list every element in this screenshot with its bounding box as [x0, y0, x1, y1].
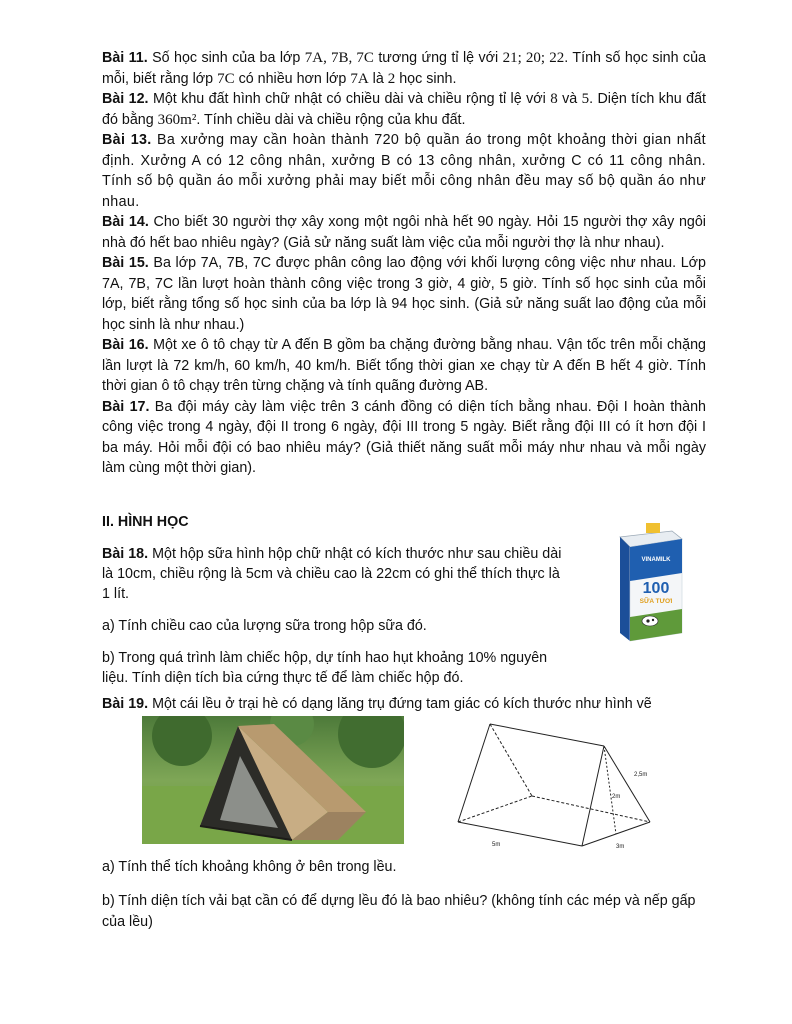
problem-19-intro: Bài 19. Một cái lều ở trại hè có dạng lăng trụ đứng tam giác có kích thước như hình vẽ — [102, 696, 652, 712]
milk-big-number: 100 — [642, 580, 670, 597]
tent-photo — [142, 716, 404, 844]
problem-15: Bài 15. Ba lớp 7A, 7B, 7C được phân công lao động với khối lượng công việc như nhau. Lớp 7A, 7B, 7C lần lượt hoàn thành công việc trong 3 giờ, 4 giờ, 5 giờ. Tính số học sinh của mỗi lớp, biết rằng tổng số học sinh của ba lớp là 94 học sinh. (Giả sử năng suất lao động của mỗi học sinh là như nhau.) — [102, 255, 706, 333]
problem-19-a: a) Tính thể tích khoảng không ở bên trong lều. — [102, 859, 397, 875]
label-height: 2m — [612, 794, 621, 800]
problem-18-a: a) Tính chiều cao của lượng sữa trong hộp sữa đó. — [102, 618, 427, 634]
milk-brand: VINAMILK — [641, 557, 671, 563]
milk-carton-image — [612, 521, 684, 645]
problem-16: Bài 16. Một xe ô tô chạy từ A đến B gồm ba chặng đường bằng nhau. Vận tốc trên mỗi chặng lần lượt là 72 km/h, 60 km/h, 40 km/h. Biết tổng thời gian xe chạy từ A đến B hết 4 giờ. Tính thời gian ô tô chạy trên từng chặng và tính quãng đường AB. — [102, 337, 706, 394]
label-base: 3m — [616, 844, 625, 850]
problem-19 — [102, 694, 706, 715]
problem-17: Bài 17. Ba đội máy cày làm việc trên 3 cánh đồng có diện tích bằng nhau. Đội I hoàn thành công việc trong 4 ngày, đội II trong 6 ngày, đội III trong 5 ngày. Biết rằng đội III có ít hơn đội I ba máy. Hỏi mỗi đội có bao nhiêu máy? (Giả thiết năng suất mỗi máy như nhau và mỗi ngày làm cùng một thời gian). — [102, 398, 706, 476]
milk-name: SỮA TƯƠI — [639, 598, 673, 605]
problem-19-b: b) Tính diện tích vải bạt cần có để dựng lều đó là bao nhiêu? (không tính các mép và nếp gấp của lều) — [102, 893, 696, 930]
problem-14: Bài 14. Cho biết 30 người thợ xây xong một ngôi nhà hết 90 ngày. Hỏi 15 người thợ xây ngôi nhà đó hết bao nhiêu ngày? (Giả sử năng suất làm việc của mỗi người thợ là như nhau). — [102, 214, 706, 251]
problem-13: Bài 13. Ba xưởng may cần hoàn thành 720 bộ quần áo trong một khoảng thời gian nhất định. Xưởng A có 12 công nhân, xưởng B có 13 công nhân, xưởng C có 11 công nhân. Tính số bộ quần áo mỗi xưởng phải may biết mỗi công nhân đều may số bộ quần áo như nhau. — [102, 132, 707, 210]
section-title: II. HÌNH HỌC — [102, 514, 189, 530]
label-slant: 2,5m — [634, 772, 648, 778]
label-length: 5m — [492, 842, 501, 848]
problem-11: Bài 11. Số học sinh của ba lớp 7A, 7B, 7C tương ứng tỉ lệ với 21; 20; 22. Tính số học sinh của mỗi, biết rằng lớp 7C có nhiều hơn lớp 7A là 2 học sinh. — [102, 50, 706, 87]
exercise-list — [102, 48, 706, 479]
problem-18 — [102, 544, 564, 700]
tent-prism-diagram — [444, 718, 660, 850]
problem-18-b: b) Trong quá trình làm chiếc hộp, dự tính hao hụt khoảng 10% nguyên liệu. Tính diện tích bìa cứng thực tế để làm chiếc hộp đó. — [102, 650, 548, 686]
problem-18-intro: Bài 18. Một hộp sữa hình hộp chữ nhật có kích thước như sau chiều dài là 10cm, chiều rộng là 5cm và chiều cao là 22cm có ghi thể thích thực là 1 lít. — [102, 546, 562, 602]
problem-12: Bài 12. Một khu đất hình chữ nhật có chiều dài và chiều rộng tỉ lệ với 8 và 5. Diện tích khu đất đó bằng 360m². Tính chiều dài và chiều rộng của khu đất. — [102, 91, 707, 128]
